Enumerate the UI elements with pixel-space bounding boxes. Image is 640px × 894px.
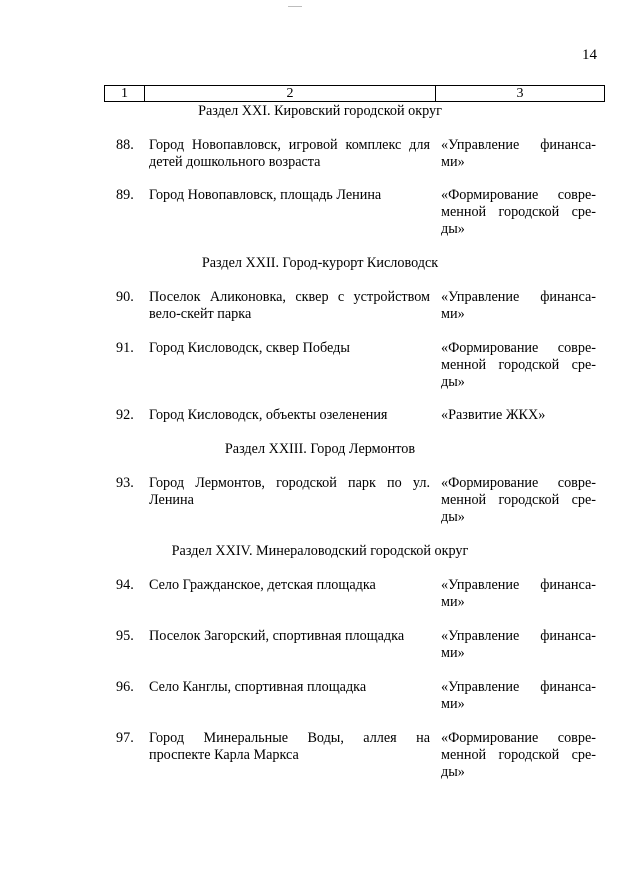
program-line: «Управление финанса-: [441, 679, 596, 695]
program-name: [441, 628, 596, 662]
program-line: «Развитие ЖКХ»: [441, 407, 546, 423]
program-line: ды»: [441, 509, 465, 525]
row-number: 91.: [116, 340, 134, 356]
program-line: ми»: [441, 645, 465, 661]
object-name: Город Кисловодск, сквер Победы: [149, 340, 350, 356]
column-header-table: [104, 85, 605, 102]
program-name: [441, 137, 596, 171]
row-number: 95.: [116, 628, 134, 644]
object-name: Город Минеральные Воды, аллея на проспекте Карла Маркса: [149, 730, 430, 763]
row-number: 88.: [116, 137, 134, 153]
section-title: Раздел XXII. Город-курорт Кисловодск: [201, 255, 439, 271]
program-line: ми»: [441, 154, 465, 170]
section-title: Раздел XXIV. Минераловодский городской округ: [171, 543, 469, 559]
program-line: «Формирование совре-: [441, 475, 596, 491]
program-name: [441, 340, 596, 391]
program-line: «Формирование совре-: [441, 340, 596, 356]
object-name: Поселок Аликоновка, сквер с устройством вело-скейт парка: [149, 289, 430, 322]
section-title: Раздел XXI. Кировский городской округ: [198, 103, 442, 119]
row-number: 92.: [116, 407, 134, 423]
section-title: Раздел XXIII. Город Лермонтов: [224, 441, 416, 457]
row-number: 94.: [116, 577, 134, 593]
program-name: [441, 289, 596, 323]
program-line: «Управление финанса-: [441, 137, 596, 153]
program-name: [441, 407, 596, 424]
page-number: 14: [582, 47, 597, 63]
program-line: ды»: [441, 221, 465, 237]
program-name: [441, 730, 596, 781]
row-number: 97.: [116, 730, 134, 746]
program-line: ды»: [441, 374, 465, 390]
program-line: «Управление финанса-: [441, 628, 596, 644]
object-name: Город Новопавловск, площадь Ленина: [149, 187, 382, 203]
program-name: [441, 577, 596, 611]
program-name: [441, 679, 596, 713]
program-line: «Формирование совре-: [441, 187, 596, 203]
program-line: менной городской сре-: [441, 492, 596, 508]
row-number: 93.: [116, 475, 134, 491]
row-number: 96.: [116, 679, 134, 695]
object-name: Город Кисловодск, объекты озеленения: [149, 407, 388, 423]
program-name: [441, 475, 596, 526]
program-line: ды»: [441, 764, 465, 780]
program-line: менной городской сре-: [441, 204, 596, 220]
column-header-2: 2: [145, 86, 436, 102]
object-name: Город Лермонтов, городской парк по ул. Ленина: [149, 475, 430, 508]
object-name: Село Канглы, спортивная площадка: [149, 679, 367, 695]
program-name: [441, 187, 596, 238]
program-line: менной городской сре-: [441, 747, 596, 763]
program-line: «Управление финанса-: [441, 577, 596, 593]
row-number: 90.: [116, 289, 134, 305]
object-name: Поселок Загорский, спортивная площадка: [149, 628, 405, 644]
program-line: ми»: [441, 696, 465, 712]
program-line: «Формирование совре-: [441, 730, 596, 746]
row-number: 89.: [116, 187, 134, 203]
program-line: ми»: [441, 306, 465, 322]
scan-mark: [288, 6, 302, 7]
program-line: ми»: [441, 594, 465, 610]
program-line: «Управление финанса-: [441, 289, 596, 305]
program-line: менной городской сре-: [441, 357, 596, 373]
object-name: Город Новопавловск, игровой комплекс для детей дошкольного возраста: [149, 137, 430, 170]
object-name: Село Гражданское, детская площадка: [149, 577, 376, 593]
column-header-1: 1: [105, 86, 145, 102]
column-header-3: 3: [436, 86, 605, 102]
